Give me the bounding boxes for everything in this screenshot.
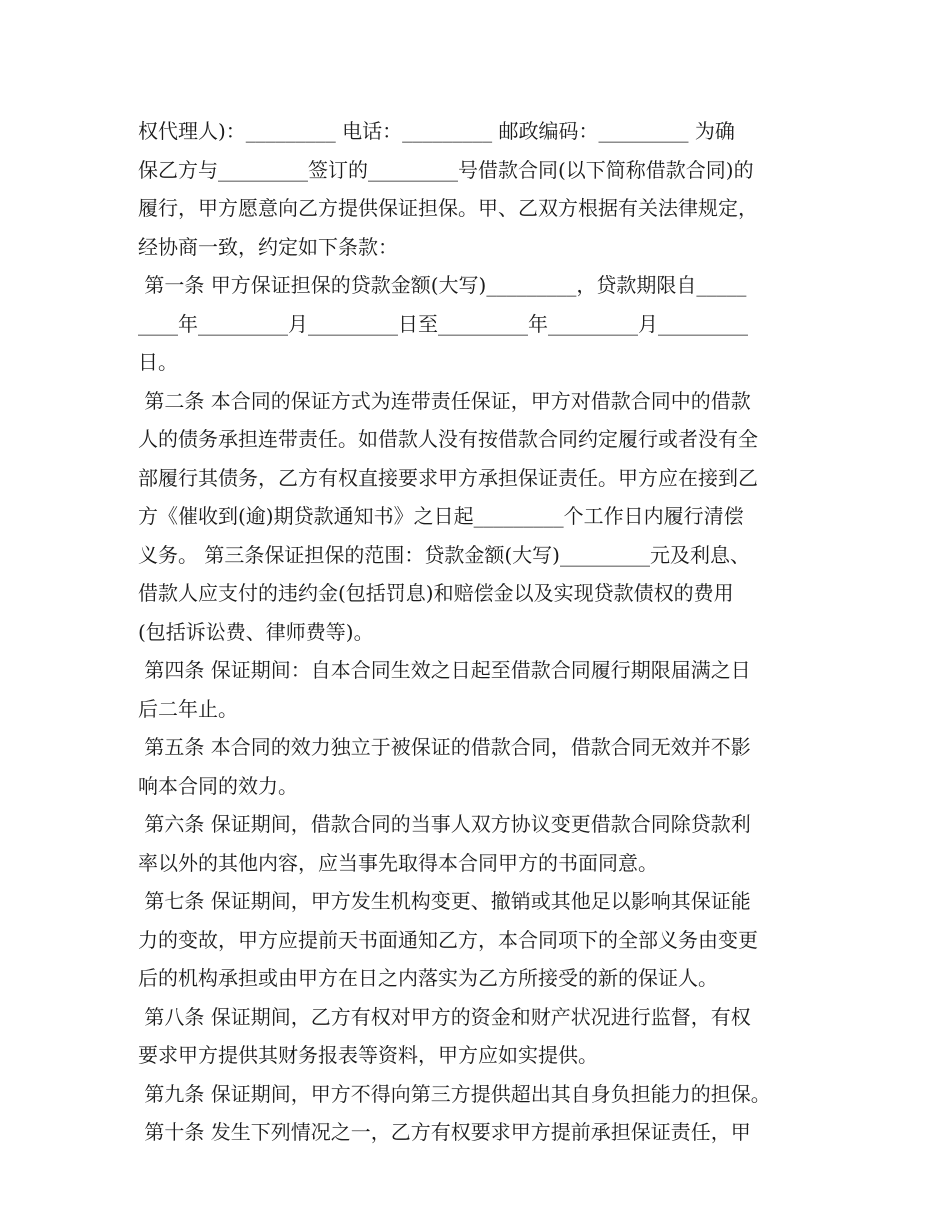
- contract-page: [138, 112, 818, 1152]
- text-line: 响本合同的效力。: [138, 773, 298, 798]
- text-line: 部履行其债务，乙方有权直接要求甲方承担保证责任。甲方应在接到乙: [138, 465, 758, 490]
- article-8-line: 第八条 保证期间，乙方有权对甲方的资金和财产状况进行监督，有权: [138, 1004, 751, 1029]
- text-line: (包括诉讼费、律师费等)。: [138, 619, 374, 644]
- text-line: 率以外的其他内容，应当事先取得本合同甲方的书面同意。: [138, 850, 658, 875]
- text-line: 履行，甲方愿意向乙方提供保证担保。甲、乙双方根据有关法律规定，: [138, 196, 758, 220]
- article-10-line: 第十条 发生下列情况之一，乙方有权要求甲方提前承担保证责任，甲: [138, 1120, 751, 1144]
- article-1-line: 第一条 甲方保证担保的贷款金额(大写)_________，贷款期限自_____: [138, 273, 747, 297]
- text-line: 保乙方与_________签订的_________号借款合同(以下简称借款合同)的: [138, 157, 754, 182]
- text-line: 后二年止。: [138, 696, 238, 721]
- text-line: 日。: [138, 350, 178, 374]
- text-line: 力的变故，甲方应提前天书面通知乙方，本合同项下的全部义务由变更: [138, 927, 758, 952]
- text-line: ____年_________月_________日至_________年_________月_________: [138, 311, 748, 336]
- article-7-line: 第七条 保证期间，甲方发生机构变更、撤销或其他足以影响其保证能: [138, 889, 751, 913]
- article-2-line: 第二条 本合同的保证方式为连带责任保证，甲方对借款合同中的借款: [138, 388, 751, 413]
- text-line: 后的机构承担或由甲方在日之内落实为乙方所接受的新的保证人。: [138, 966, 718, 990]
- text-line: 权代理人)：_________ 电话：_________ 邮政编码：_________ 为确: [138, 119, 735, 143]
- article-9-line: 第九条 保证期间，甲方不得向第三方提供超出其自身负担能力的担保。: [138, 1081, 771, 1106]
- article-6-line: 第六条 保证期间，借款合同的当事人双方协议变更借款合同除贷款利: [138, 812, 751, 836]
- article-3-line: 义务。 第三条保证担保的范围：贷款金额(大写)_________元及利息、: [138, 542, 750, 567]
- article-4-line: 第四条 保证期间：自本合同生效之日起至借款合同履行期限届满之日: [138, 658, 751, 682]
- text-line: 要求甲方提供其财务报表等资料，甲方应如实提供。: [138, 1043, 598, 1067]
- text-line: 借款人应支付的违约金(包括罚息)和赔偿金以及实现贷款债权的费用: [138, 581, 734, 605]
- text-line: 方《催收到(逾)期贷款通知书》之日起_________个工作日内履行清偿: [138, 504, 744, 528]
- text-line: 人的债务承担连带责任。如借款人没有按借款合同约定履行或者没有全: [138, 427, 758, 451]
- text-line: 经协商一致，约定如下条款：: [138, 234, 398, 259]
- article-5-line: 第五条 本合同的效力独立于被保证的借款合同，借款合同无效并不影: [138, 735, 751, 759]
